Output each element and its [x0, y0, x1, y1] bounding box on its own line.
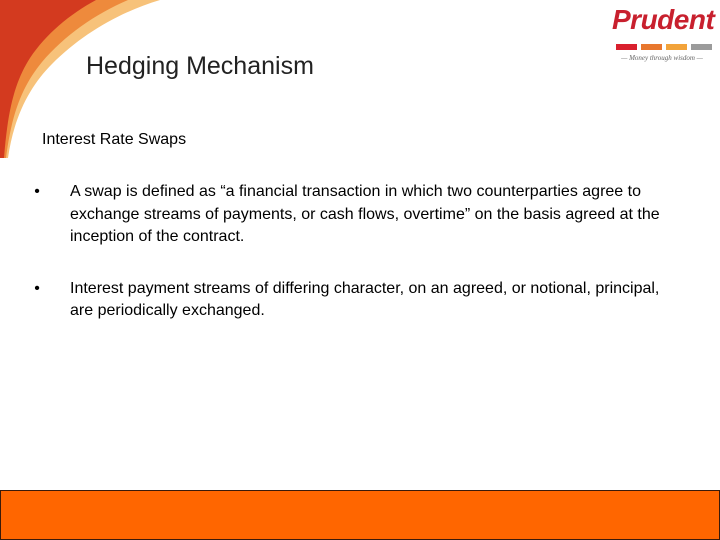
- logo-color-stripes: [616, 44, 712, 50]
- bullet-marker: •: [34, 279, 40, 297]
- bullet-text: Interest payment streams of differing character, on an agreed, or notional, principal, are periodically exchanged.: [70, 279, 660, 319]
- bullet-item: [30, 278, 670, 323]
- logo-stripe-gray: [691, 44, 712, 50]
- bullet-marker: •: [34, 183, 40, 200]
- logo-tagline: — Money through wisdom —: [621, 54, 703, 62]
- prudent-logo: [604, 4, 716, 74]
- logo-stripe-amber: [666, 44, 687, 50]
- bullet-text: A swap is defined as “a financial transaction in which two counterparties agree to exchange streams of payments, or cash flows, overtime” on the basis agreed at the inception of the contract.: [70, 183, 660, 245]
- footer-bar: [0, 490, 720, 540]
- bullet-item: [30, 181, 670, 249]
- logo-stripe-red: [616, 44, 637, 50]
- section-subtitle: Interest Rate Swaps: [42, 131, 187, 148]
- logo-wordmark: Prudent: [612, 4, 715, 35]
- logo-stripe-orange: [641, 44, 662, 50]
- bullet-list: [30, 181, 670, 352]
- slide-title: Hedging Mechanism: [86, 52, 314, 80]
